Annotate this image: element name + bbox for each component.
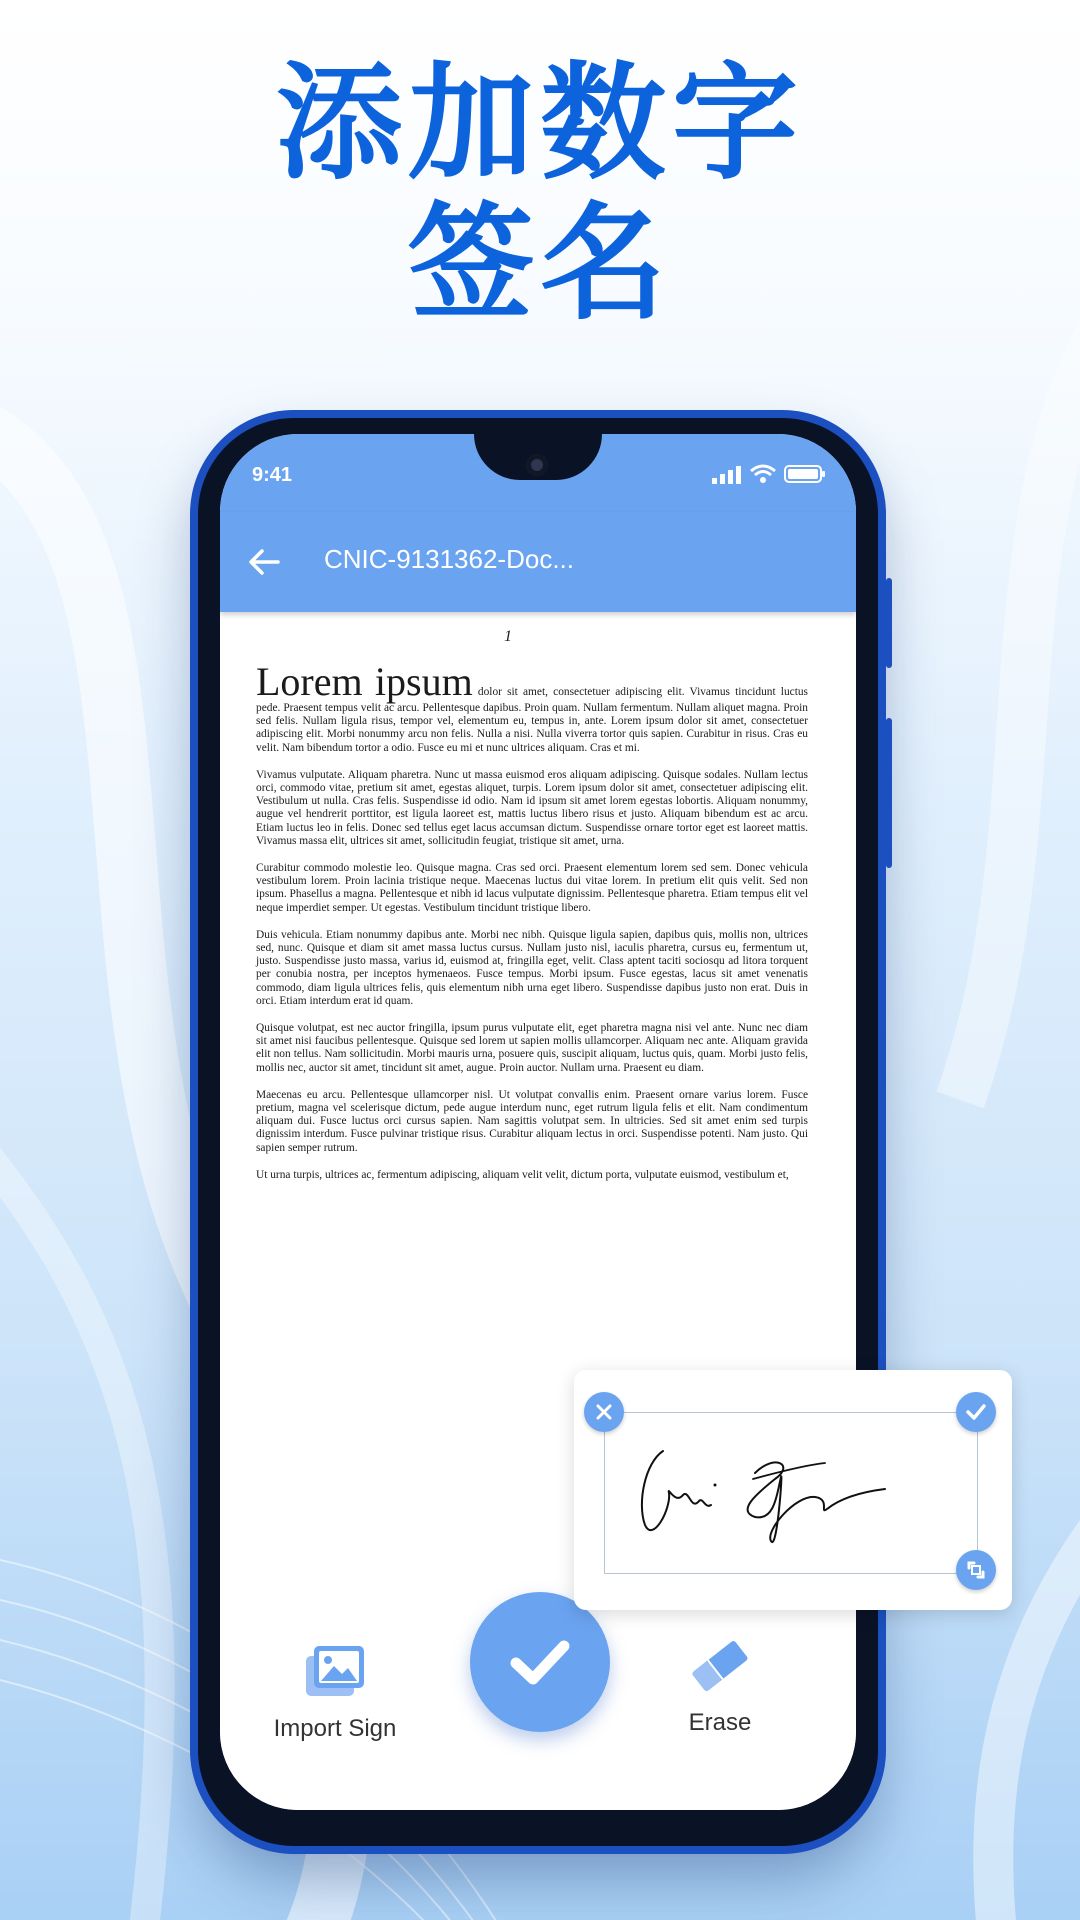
phone-mockup <box>198 418 878 1846</box>
document-page <box>240 622 836 1462</box>
document-body <box>256 659 808 1196</box>
confirm-signature-button[interactable] <box>470 1592 610 1732</box>
check-icon <box>965 1403 987 1421</box>
import-sign-label: Import Sign <box>273 1715 397 1742</box>
document-title: CNIC-9131362-Doc... <box>324 544 574 574</box>
bottom-toolbar <box>220 1602 856 1810</box>
doc-paragraph <box>256 659 808 755</box>
signature-frame[interactable] <box>604 1412 978 1574</box>
front-camera <box>526 454 548 476</box>
eraser-icon <box>687 1636 753 1694</box>
headline-line-2: 签名 <box>408 190 672 337</box>
erase-label: Erase <box>688 1709 752 1736</box>
resize-signature-handle[interactable] <box>956 1550 996 1590</box>
erase-button[interactable] <box>660 1636 780 1737</box>
arrow-left-icon[interactable] <box>244 542 284 582</box>
doc-paragraph: Vivamus vulputate. Aliquam pharetra. Nunc ut massa euismod eros aliquam adipiscing. Quisque sodales. Nullam lectus orci, commodo vitae, pretium sit amet, egestas aliquet, turpis. Lorem ipsum dolor sit amet, consectetuer adipiscing elit. Vestibulum ut nulla. Cras felis. Suspendisse id odio. Nam id ipsum sit amet lorem egestas lobortis. Aliquam nonummy, augue vel hendrerit porttitor, est ligula laoreet est, mattis luctus libero risus et justo. Aliquam bibendum est ac arcu. Etiam luctus leo in felis. Donec sed tellus eget lacus accumsan dictum. Suspendisse ornare tortor eget est laoreet mattis. Vivamus massa elit, ultrices sit amet, sollicitudin feugiat, tristique sit amet, urna. <box>256 768 808 847</box>
phone-side-button <box>886 578 892 668</box>
close-signature-button[interactable] <box>584 1392 624 1432</box>
doc-heading: Lorem ipsum <box>256 659 473 704</box>
doc-paragraph: Quisque volutpat, est nec auctor fringilla, ipsum purus vulputate elit, eget pharetra magna nisi vel ante. Nunc nec diam sit amet nisi faucibus pellentesque. Quisque sed lorem ut sapien mollis ullamcorper. Aliquam nec ante. Aliquam gravida elit non tellus. Nam sollicitudin. Morbi mauris urna, posuere quis, suscipit aliquam, luctus quis, quam. Morbi justo felis, mollis nec, auctor sit amet, tincidunt sit amet, augue. Proin auctor. Nullam urna. Praesent eu diam. <box>256 1022 808 1074</box>
battery-icon <box>784 464 826 484</box>
close-icon <box>594 1402 614 1422</box>
status-time: 9:41 <box>252 464 293 486</box>
doc-paragraph: Curabitur commodo molestie leo. Quisque magna. Cras sed orci. Praesent elementum lorem sed sem. Donec vehicula vestibulum lorem. Proin lacinia tristique neque. Maecenas luctus dui vitae lorem. In pretium elit quis velit. Sed non ipsum. Phasellus a magna. Pellentesque et nibh id lacus vulputate dignissim. Pellentesque pharetra. Etiam tempus elit vel neque imperdiet semper. Ut egestas. Vestibulum tincidunt tristique libero. <box>256 862 808 914</box>
signature-card[interactable] <box>574 1370 1012 1610</box>
phone-volume-button <box>886 718 892 868</box>
signal-icon <box>712 466 742 484</box>
doc-paragraph-text: dolor sit amet, consectetuer adipiscing elit. Vivamus tincidunt luctus pede. Praesent tempus velit ac arcu. Pellentesque dapibus. Proin quam. Nullam fermentum. Nullam aliquet magna. Proin sed felis. Nullam ligula risus, tempor vel, elementum eu, tempus in, ante. Lorem ipsum dolor sit amet, consectetuer adipiscing elit. Morbi nonummy arcu non felis. Nulla a nisi. Nulla viverra tortor quis sapien. Curabitur in risus. Cras eu velit. Nam bibendum tortor a odio. Fusce eu mi et nunc ultrices aliquam. Cras et mi. <box>256 686 808 754</box>
check-icon <box>508 1637 572 1687</box>
signature-drawing <box>605 1413 977 1573</box>
doc-paragraph: Duis vehicula. Etiam nonummy dapibus ante. Morbi nec nibh. Quisque ligula sapien, dapibus quis, mollis non, ultrices sed, nunc. Quisque et diam sit amet massa luctus cursus. Nullam justo nisl, iaculis pharetra, cursus eu, fermentum ut, justo. Suspendisse justo massa, varius id, euismod at, fringilla eget, velit. Class aptent taciti sociosqu ad litora torquent per conubia nostra, per inceptos hymenaeos. Fusce tempus. Morbi ipsum. Fusce egestas, lacus sit amet venenatis commodo, diam ligula ultrices felis, quis elementum nibh urna eget libero. Suspendisse dapibus justo non erat. Duis in orci. Etiam interdum erat id quam. <box>256 928 808 1007</box>
app-bar <box>220 512 856 612</box>
import-sign-button[interactable] <box>250 1642 420 1743</box>
page-number: 1 <box>504 628 512 645</box>
resize-icon <box>965 1559 987 1581</box>
accept-signature-button[interactable] <box>956 1392 996 1432</box>
wifi-icon <box>750 464 776 484</box>
doc-paragraph: Ut urna turpis, ultrices ac, fermentum adipiscing, aliquam velit velit, dictum porta, vulputate euismod, vestibulum et, <box>256 1168 789 1181</box>
headline-line-1: 添加数字 <box>276 50 804 197</box>
image-gallery-icon <box>302 1642 368 1700</box>
doc-paragraph: Maecenas eu arcu. Pellentesque ullamcorper nisl. Ut volutpat convallis enim. Praesent ornare varius lorem. Fusce pretium, magna vel scelerisque dictum, pede augue interdum nunc, eget rutrum ligula felis et elit. Nam condimentum aliquam dui. Fusce luctus orci cursus sapien. Nam sagittis volutpat sem. In ultricies. Sed sit amet enim sed turpis dignissim interdum. Fusce pulvinar tristique risus. Curabitur aliquam lectus in orci. Suspendisse potenti. Nam justo. Qui sapien semper rutrum. <box>256 1088 808 1154</box>
